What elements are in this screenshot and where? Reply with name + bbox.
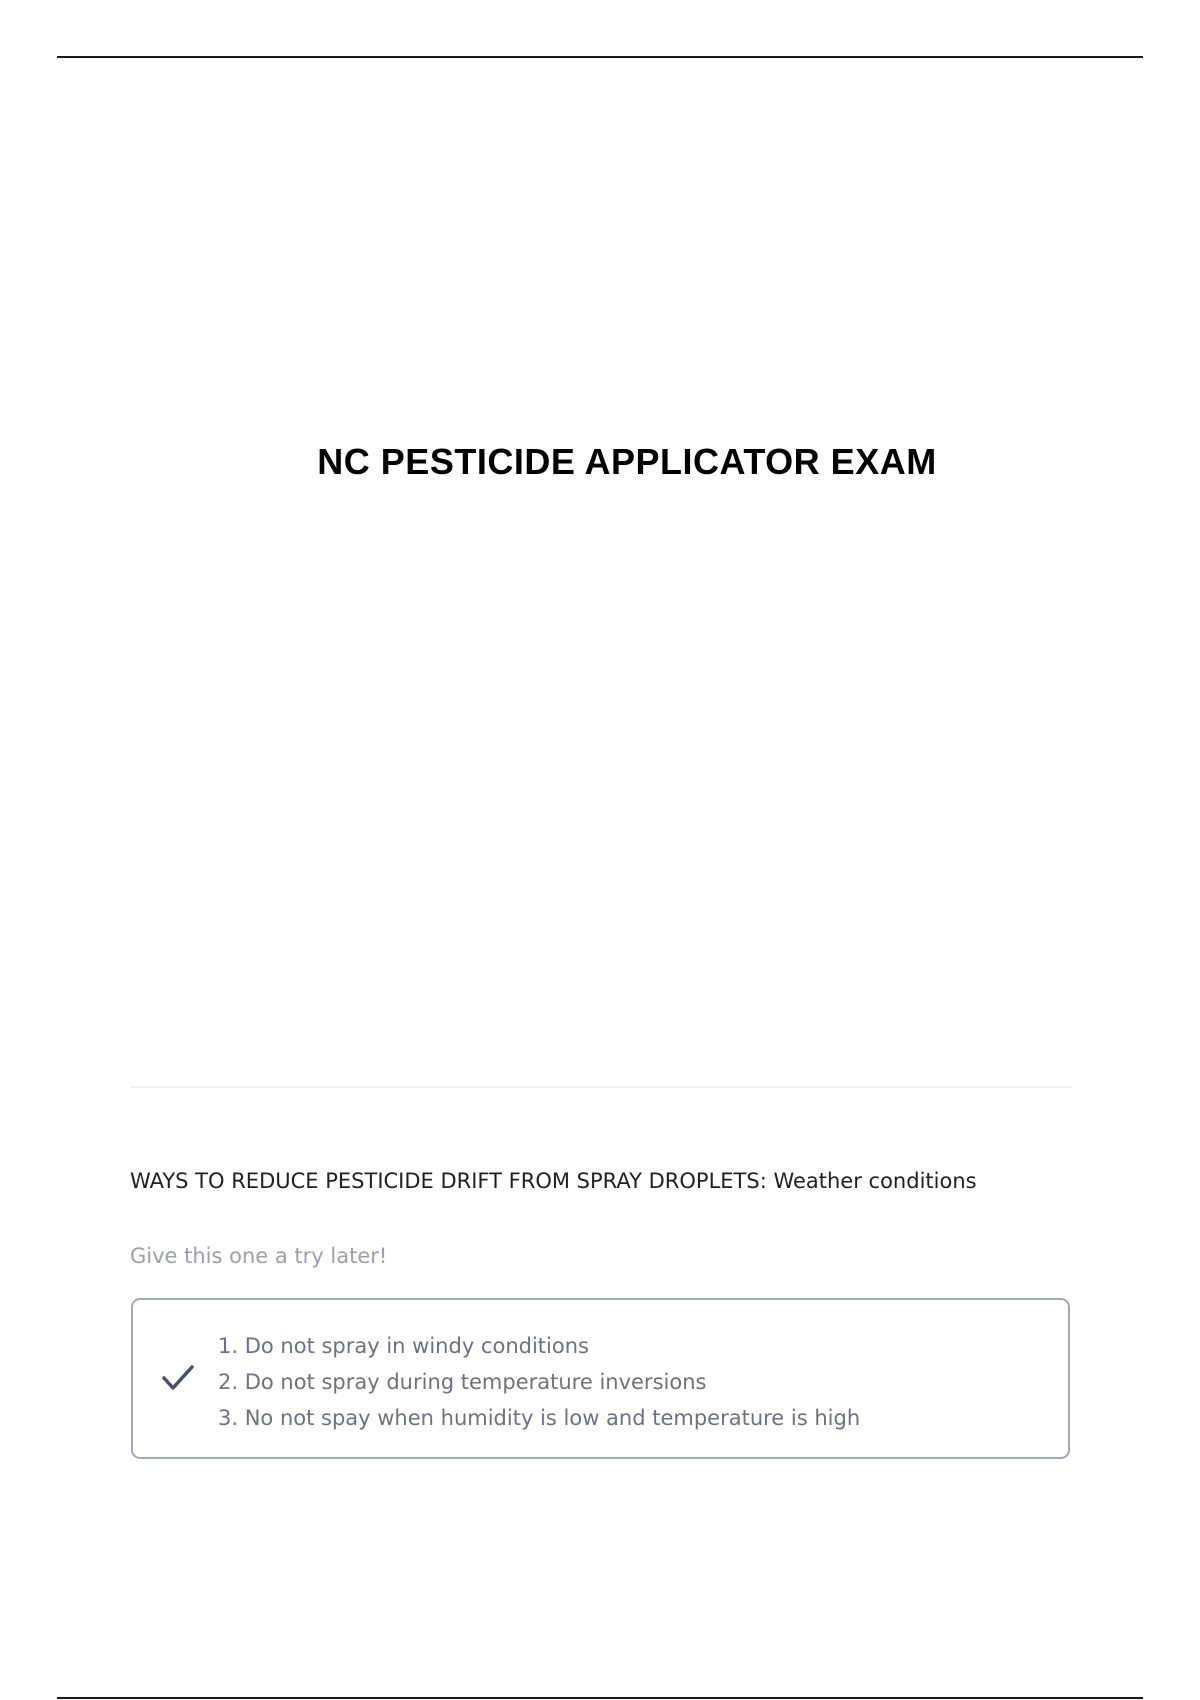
answer-line-3: 3. No not spay when humidity is low and temperature is high	[218, 1406, 861, 1430]
section-divider	[130, 1086, 1073, 1088]
top-rule	[57, 56, 1143, 58]
answer-line-2: 2. Do not spray during temperature inversions	[218, 1370, 707, 1394]
bottom-rule	[57, 1697, 1143, 1699]
answer-line-1: 1. Do not spray in windy conditions	[218, 1334, 589, 1358]
page-title: NC PESTICIDE APPLICATOR EXAM	[317, 441, 937, 483]
hint-text: Give this one a try later!	[130, 1244, 388, 1268]
answer-list	[218, 1328, 860, 1436]
question-text: WAYS TO REDUCE PESTICIDE DRIFT FROM SPRAY DROPLETS: Weather conditions	[130, 1169, 977, 1193]
answer-card	[131, 1298, 1070, 1459]
checkmark-icon	[161, 1363, 197, 1393]
